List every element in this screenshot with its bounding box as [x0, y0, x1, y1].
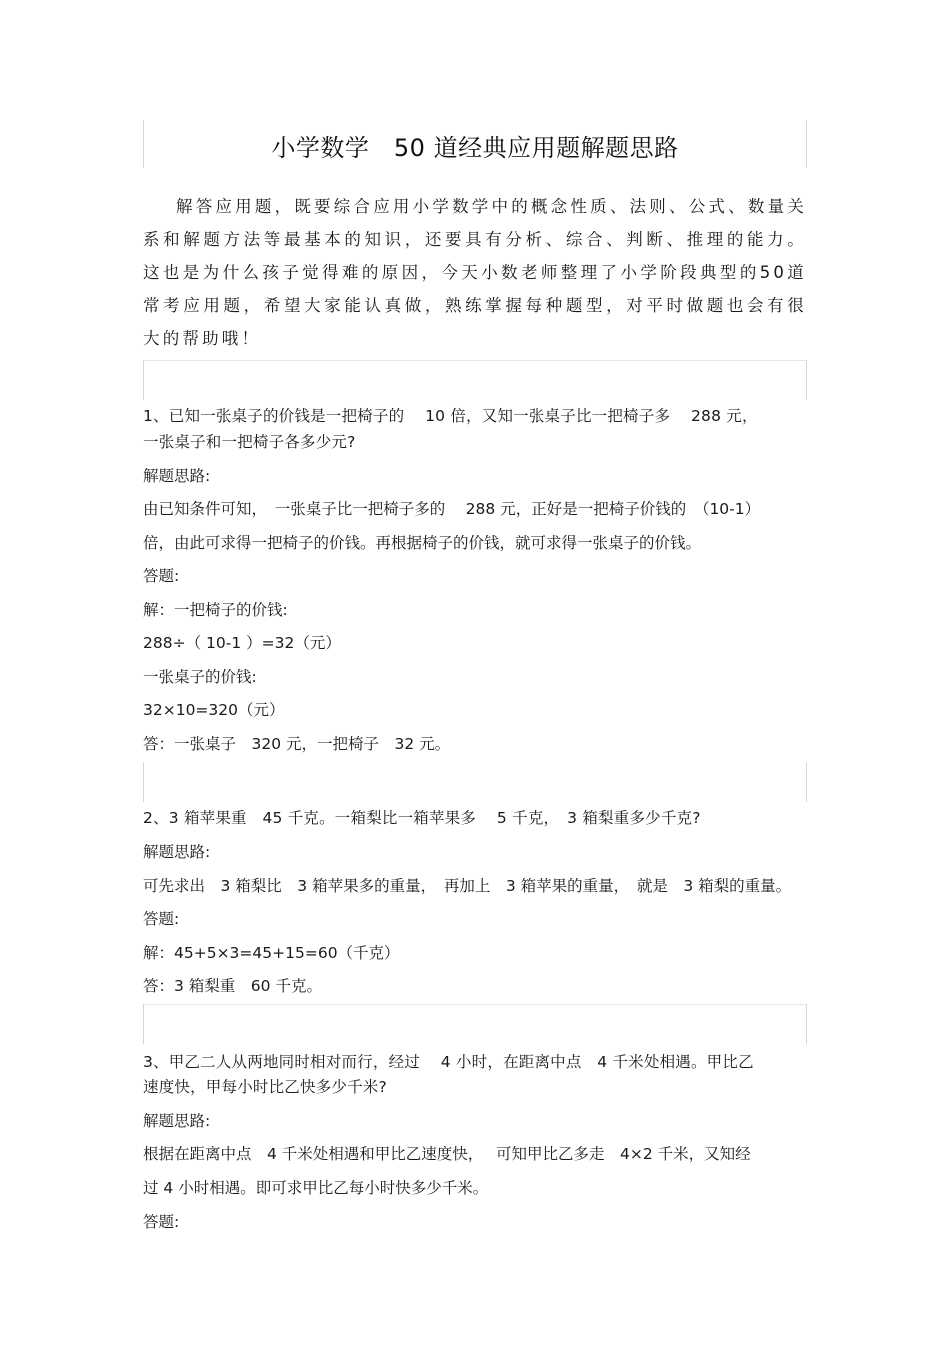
problem-2-step: 答：3 箱梨重 60 千克。 [143, 977, 322, 995]
problem-2-question: 2、3 箱苹果重 45 千克。一箱梨比一箱苹果多 5 千克， 3 箱梨重多少千克? [143, 809, 701, 827]
problem-1-idea: 倍，由此可求得一把椅子的价钱。再根据椅子的价钱，就可求得一张桌子的价钱。 [143, 534, 702, 552]
frame-line [806, 1004, 807, 1044]
frame-line [143, 1004, 144, 1044]
problem-1-step: 288÷（ 10-1 ）=32（元） [143, 634, 341, 652]
problem-1-idea-label: 解题思路: [143, 467, 211, 485]
problem-1-answer-label: 答题: [143, 567, 180, 585]
problem-1-step: 答：一张桌子 320 元，一把椅子 32 元。 [143, 735, 451, 753]
problem-1-step: 解：一把椅子的价钱: [143, 601, 288, 619]
problem-1-step: 32×10=320（元） [143, 701, 285, 719]
problem-2-answer-label: 答题: [143, 910, 180, 928]
problem-1-idea: 由已知条件可知， 一张桌子比一把椅子多的 288 元，正好是一把椅子价钱的 （10-1） [143, 500, 761, 518]
problem-1-step: 一张桌子的价钱: [143, 668, 257, 686]
problem-2-idea: 可先求出 3 箱梨比 3 箱苹果多的重量， 再加上 3 箱苹果的重量， 就是 3 箱梨的重量。 [143, 877, 792, 895]
frame-line [806, 762, 807, 802]
problem-1-question: 1、已知一张桌子的价钱是一把椅子的 10 倍，又知一张桌子比一把椅子多 288 元， [143, 407, 758, 425]
problem-2-step: 解：45+5×3=45+15=60（千克） [143, 944, 400, 962]
problem-1-question: 一张桌子和一把椅子各多少元? [143, 433, 356, 451]
frame-line [143, 360, 144, 400]
problem-3-idea: 根据在距离中点 4 千米处相遇和甲比乙速度快， 可知甲比乙多走 4×2 千米，又知经 [143, 1145, 751, 1163]
divider [143, 1004, 807, 1005]
frame-line [143, 762, 144, 802]
problem-3-answer-label: 答题: [143, 1213, 180, 1231]
page-title: 小学数学 50 道经典应用题解题思路 [271, 134, 679, 162]
divider [143, 360, 807, 361]
frame-line [806, 360, 807, 400]
problem-3-question: 速度快，甲每小时比乙快多少千米? [143, 1078, 387, 1096]
intro-paragraph: 解答应用题，既要综合应用小学数学中的概念性质、法则、公式、数量关系和解题方法等最基本的知识，还要具有分析、综合、判断、推理的能力。这也是为什么孩子觉得难的原因，今天小数老师整理了小学阶段典型的50道常考应用题，希望大家能认真做，熟练掌握每种题型，对平时做题也会有很大的帮助哦！ [143, 197, 807, 348]
problem-3-question: 3、甲乙二人从两地同时相对而行，经过 4 小时，在距离中点 4 千米处相遇。甲比乙 [143, 1053, 754, 1071]
problem-3-idea-label: 解题思路: [143, 1112, 211, 1130]
problem-2-idea-label: 解题思路: [143, 843, 211, 861]
problem-3-idea: 过 4 小时相遇。即可求甲比乙每小时快多少千米。 [143, 1179, 489, 1197]
